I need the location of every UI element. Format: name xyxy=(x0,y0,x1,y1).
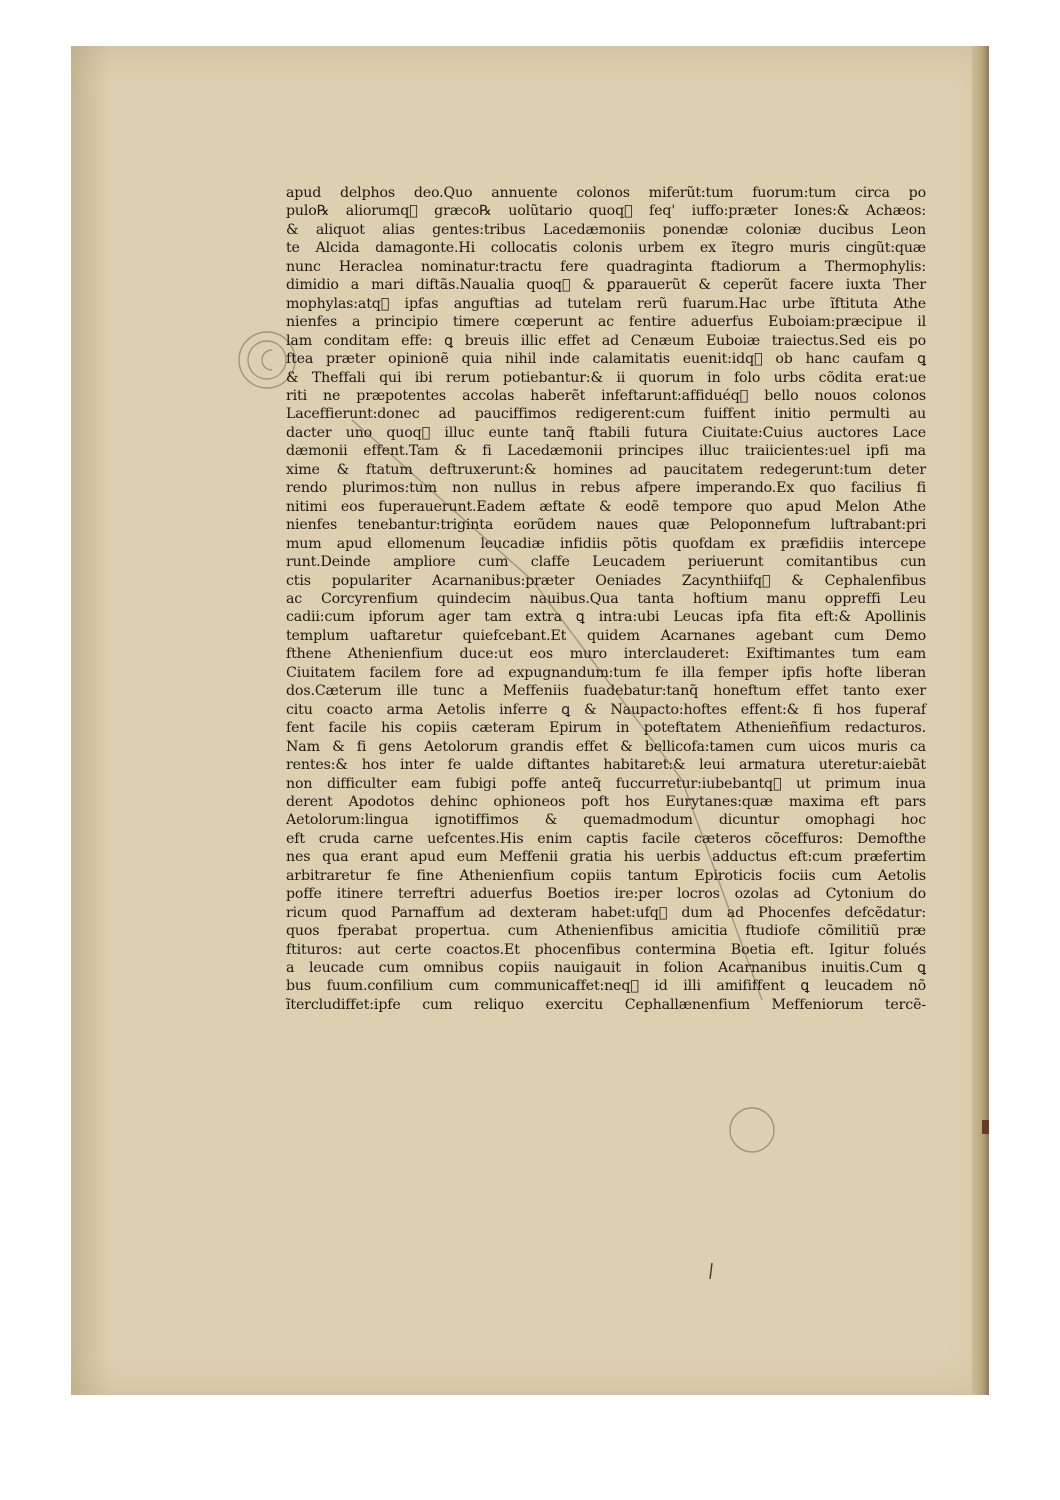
text-line: dæmonii effent.Tam & fi Lacedæmonii principes illuc traiicientes:uel ipfi ma xyxy=(286,443,926,460)
text-line: templum uaftaretur quiefcebant.Et quidem Acarnanes agebant cum Demo xyxy=(286,627,926,644)
text-line: rentes:& hos inter fe ualde diftantes habitaret:& leui armatura uteretur:aiebãt xyxy=(286,757,926,774)
text-line: dos.Cæterum ille tunc a Meffeniis fuadebatur:tanq̃ honeftum effet tanto exer xyxy=(286,683,926,700)
text-line: ftituros: aut certe coactos.Et phocenfibus contermina Boetia eft. Igitur folués xyxy=(286,941,926,958)
text-line: ftea præter opinionẽ quia nihil inde calamitatis euenit:idq᷑ ob hanc caufam ꝗ xyxy=(286,351,926,368)
text-line: & Theffali qui ibi rerum potiebantur:& ii quorum in folo urbs cõdita erat:ue xyxy=(286,369,926,386)
page-gutter-shadow xyxy=(71,46,111,1395)
text-line: Nam & fi gens Aetolorum grandis effet & bellicofa:tamen cum uicos muris ca xyxy=(286,738,926,755)
text-line: Ciuitatem facilem fore ad expugnandum:tum fe illa femper ipfis hofte liberan xyxy=(286,664,926,681)
text-line: ricum quod Parnaffum ad dexteram habet:ufq᷑ dum ad Phocenfes defcẽdatur: xyxy=(286,904,926,921)
text-line: nitimi eos fuperauerunt.Eadem æftate & eodẽ tempore quo apud Melon Athe xyxy=(286,498,926,515)
text-line: eft cruda carne uefcentes.His enim captis facile cæteros cõceffuros: Demofthe xyxy=(286,830,926,847)
page-edge xyxy=(972,46,989,1395)
page-edge-mark xyxy=(982,1120,989,1134)
text-line: nunc Heraclea nominatur:tractu fere quadraginta ftadiorum a Thermophylis: xyxy=(286,258,926,275)
text-line: bus fuum.confilium cum communicaffet:neq᷑ id illi amififfent ꝗ leucadem nõ xyxy=(286,978,926,995)
text-line: quos fperabat propertua. cum Athenienfibus amicitia ftudiofe cõmilitiũ præ xyxy=(286,923,926,940)
text-line: apud delphos deo.Quo annuente colonos miferũt:tum fuorum:tum circa po xyxy=(286,185,926,201)
text-line: Laceffierunt:donec ad pauciffimos redigerent:cum fuiffent initio permulti au xyxy=(286,406,926,423)
text-line: mum apud ellomenum leucadiæ infidiis põtis quofdam ex præfidiis intercepe xyxy=(286,535,926,552)
text-line: derent Apodotos dehinc ophioneos poft hos Eurytanes:quæ maxima eft pars xyxy=(286,793,926,810)
text-line: lam conditam effe: ꝗ breuis illic effet ad Cenæum Euboiæ traiectus.Sed eis po xyxy=(286,332,926,349)
text-line: Aetolorum:lingua ignotiffimos & quemadmodum dicuntur omophagi hoc xyxy=(286,812,926,829)
text-line: a leucade cum omnibus copiis nauigauit in folion Acarnanibus inuitis.Cum ꝗ xyxy=(286,960,926,977)
text-line: pulo℞ aliorumq᷑ græco℞ uolũtario quoq᷑ feq' iuffo:præter Iones:& Achæos: xyxy=(286,203,926,220)
text-line: citu coacto arma Aetolis inferre ꝗ & Naupacto:hoftes effent:& fi hos fuperaf xyxy=(286,701,926,718)
text-line: dimidio a mari diftãs.Naualia quoq᷑ & ꝑparauerũt & ceperũt facere iuxta Ther xyxy=(286,277,926,294)
text-line: xime & ftatum deftruxerunt:& homines ad paucitatem redegerunt:tum deter xyxy=(286,461,926,478)
text-line: fent facile his copiis cæteram Epirum in poteftatem Athenieñfium redacturos. xyxy=(286,720,926,737)
text-line: mophylas:atq᷑ ipfas anguftias ad tutelam rerũ fuarum.Hac urbe ĩftituta Athe xyxy=(286,295,926,312)
text-line: riti ne præpotentes accolas haberẽt infeftarunt:affiduéq᷑ bello nouos colonos xyxy=(286,387,926,404)
text-line: nes qua erant apud eum Meffenii gratia his uerbis adductus eft:cum præfertim xyxy=(286,849,926,866)
text-line: runt.Deinde ampliore cum claffe Leucadem periuerunt comitantibus cun xyxy=(286,554,926,571)
text-line: ctis populariter Acarnanibus:præter Oeniades Zacynthiifq᷑ & Cephalenfibus xyxy=(286,572,926,589)
text-line: & aliquot alias gentes:tribus Lacedæmoniis ponendæ coloniæ ducibus Leon xyxy=(286,221,926,238)
text-line: ac Corcyrenfium quindecim nauibus.Qua tanta hoftium manu oppreffi Leu xyxy=(286,590,926,607)
text-line: poffe itinere terreftri aduerfus Boetios ire:per locros ozolas ad Cytonium do xyxy=(286,886,926,903)
text-line: dacter uno quoq᷑ illuc eunte tanq̃ ftabili futura Ciuitate:Cuius auctores Lace xyxy=(286,424,926,441)
text-line: non difficulter eam fubigi poffe anteq̃ fuccurretur:iubebantq᷑ ut primum inua xyxy=(286,775,926,792)
text-line: te Alcida damagonte.Hi collocatis colonis urbem ex ĩtegro muris cingũt:quæ xyxy=(286,240,926,257)
text-line: nienfes a principio timere cœperunt ac fentire aduerfus Euboiam:præcipue il xyxy=(286,314,926,331)
text-line: fthene Athenienfium duce:ut eos muro interclauderet: Exiftimantes tum eam xyxy=(286,646,926,663)
ink-mark xyxy=(708,1262,714,1280)
text-line: nienfes tenebantur:triginta eorũdem naues quæ Peloponnefum luftrabant:pri xyxy=(286,517,926,534)
text-line: arbitraretur fe fine Athenienfium copiis tantum Epiroticis fociis cum Aetolis xyxy=(286,867,926,884)
text-line: cadii:cum ipforum ager tam extra ꝗ intra:ubi Leucas ipfa fita eft:& Apollinis xyxy=(286,609,926,626)
text-line: ĩtercludiffet:ipfe cum reliquo exercitu Cephallænenfium Meffeniorum tercẽ- xyxy=(286,996,926,1013)
main-text-column xyxy=(286,184,926,1014)
text-line: rendo plurimos:tum non nullus in rebus afpere imperando.Ex quo facilius fi xyxy=(286,480,926,497)
